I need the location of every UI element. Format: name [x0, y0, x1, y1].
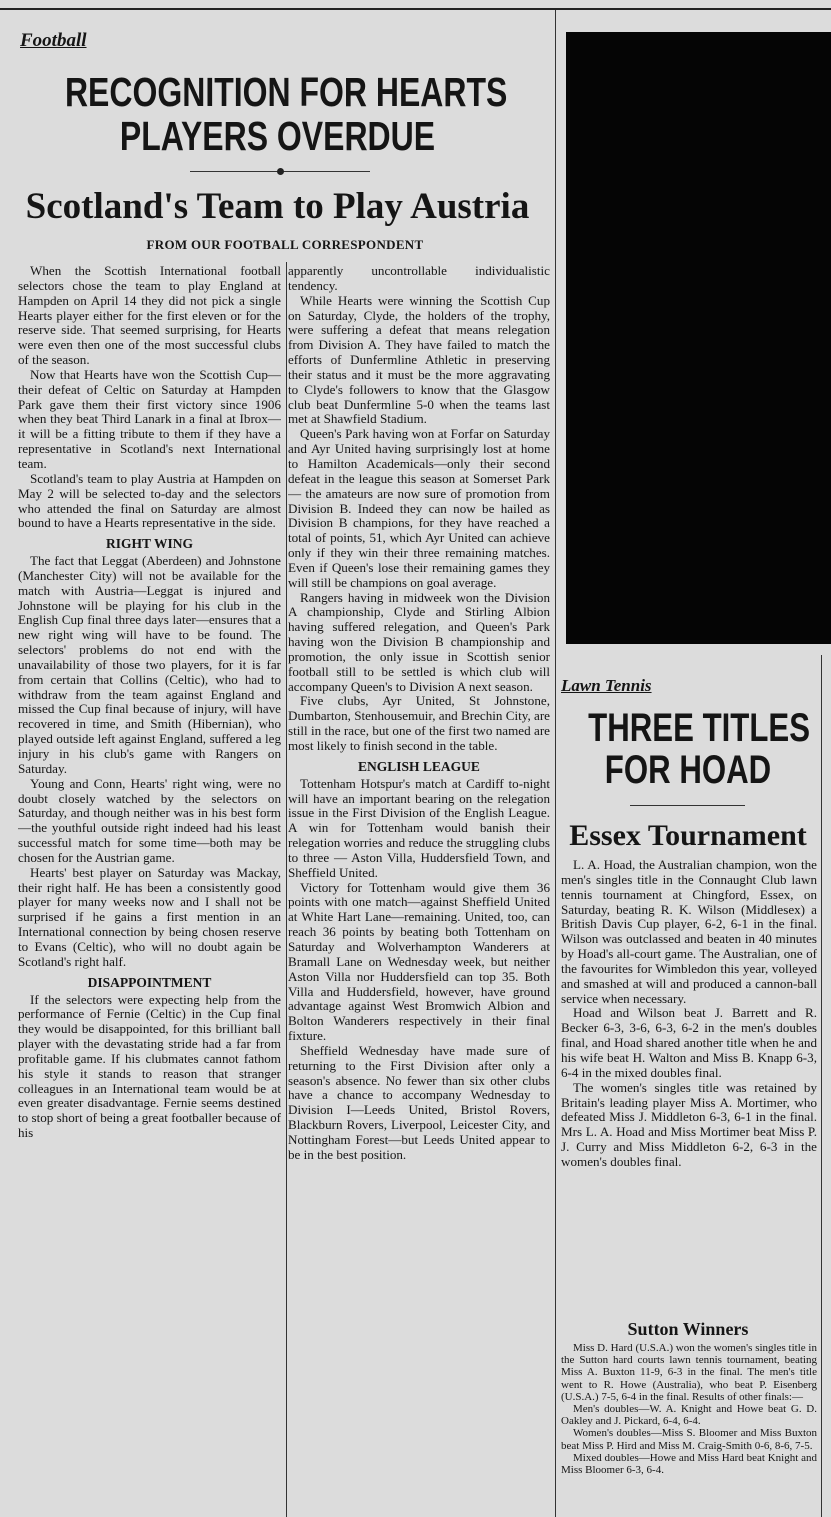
paragraph: The fact that Leggat (Aberdeen) and Johnstone (Manchester City) will not be available for the match with Austria—Leggat is injured and Johnstone will be playing for his club in the English Cup final three days later—ensures that a new right wing will have to be found. The selectors' problems do not end with the unavailability of those two players, for it is far from certain that Collins (Celtic), who had to withdraw from the team against England and missed the Cup final because of injury, will have recovered in time, and Smith (Hibernian), who played outside left against England, suffered a leg injury in his club's game with Rangers on Saturday. [18, 553, 281, 776]
tennis-column [561, 858, 817, 1308]
paragraph: Now that Hearts have won the Scottish Cup—their defeat of Celtic on Saturday at Hampden Park gave them their first victory since 1906 when they beat Third Lanark in a final at Ibrox—it will be a fitting tribute to them if they have a representative in Scotland's next International team. [18, 366, 281, 471]
football-column-1 [18, 264, 281, 1517]
paragraph: L. A. Hoad, the Australian champion, won the men's singles title in the Connaught Club lawn tennis tournament at Chingford, Essex, on Saturday, beating R. K. Wilson (Middlesex) a British Davis Cup player, 6-2, 6-1 in the final. Wilson was outclassed and beaten in 40 minutes by Hoad's all-court game. The Australian, one of the favourites for Wimbledon this year, volleyed and smashed at will and produced a cannon-ball service when necessary. [561, 858, 817, 1006]
tennis-subheadline: Essex Tournament [569, 819, 807, 852]
paragraph: Miss D. Hard (U.S.A.) won the women's singles title in the Sutton hard courts lawn tennis tournament, beating Miss A. Buxton 11-9, 6-3 in the final. The men's title went to R. Howe (Australia), who beat P. Eisenberg (U.S.A.) 7-5, 6-4 in the final. Results of other finals:— [561, 1342, 817, 1403]
paragraph: Hoad and Wilson beat J. Barrett and R. Becker 6-3, 3-6, 6-3, 6-2 in the men's doubles final, and Hoad shared another title when he and his wife beat H. Walton and Miss B. Knapp 6-3, 6-4 in the mixed doubles final. [561, 1005, 817, 1080]
paragraph: When the Scottish International football selectors chose the team to play England at Hampden on April 14 they did not pick a single Hearts player either for the first eleven or for the reserve side. That seemed surprising, for Hearts were even then one of the most successful clubs of the season. [18, 264, 281, 368]
paragraph: Rangers having in midweek won the Division A championship, Clyde and Stirling Albion having suffered relegation, and Queen's Park having won the Division B championship and promotion, the only issue in Scottish senior football still to be settled is which club will accompany Queen's to Division A next season. [288, 589, 550, 694]
separator-dot [277, 168, 284, 175]
paragraph: Queen's Park having won at Forfar on Saturday and Ayr United having surprisingly lost at home to Hamilton Academicals—only their second defeat in the league this season at Somerset Park — the amateurs are now sure of promotion from Division B. Indeed they can now be hailed as Division B champions, for they have reached a total of points, 51, which Ayr United can achieve only if they win their three remaining matches. Even if Queen's lose their remaining games they will still be champions on goal average. [288, 426, 550, 590]
paragraph: Scotland's team to play Austria at Hampden on May 2 will be selected to-day and the selectors who attended the final on Saturday are almost bound to have a Hearts representative in the side. [18, 470, 281, 531]
subsection-heading: RIGHT WING [106, 536, 193, 552]
tennis-headline-line-2: FOR HOAD [604, 748, 772, 792]
paragraph: Men's doubles—W. A. Knight and Howe beat G. D. Oakley and J. Pickard, 6-4, 6-4. [561, 1403, 817, 1428]
section-label-lawn-tennis: Lawn Tennis [561, 676, 652, 695]
tennis-headline-line-1: THREE TITLES [588, 706, 811, 750]
paragraph: While Hearts were winning the Scottish Cup on Saturday, Clyde, the holders of the trophy, were suffering a defeat that means relegation from Division A. They have failed to match the efforts of Dunfermline Athletic in preserving their status and it must be the more aggravating to Clyde's followers to know that the Glasgow club beat Dunfermline 5-0 when the teams last met at Shawfield Stadium. [288, 292, 550, 427]
paragraph: apparently uncontrollable individualistic tendency. [288, 264, 550, 293]
paragraph: Tottenham Hotspur's match at Cardiff to-night will have an important bearing on the relegation issue in the First Division of the English League. A win for Tottenham would banish their relegation worries and reduce the struggling clubs to three — Aston Villa, Huddersfield Town, and Sheffield United. [288, 775, 550, 880]
football-column-2 [288, 264, 550, 1517]
tennis-headline-separator [630, 805, 745, 806]
paragraph: The women's singles title was retained by Britain's leading player Miss A. Mortimer, who defeated Miss J. Middleton 6-3, 6-1 in the final. Mrs L. A. Hoad and Miss Mortimer beat Miss P. J. Curry and Miss Middleton 6-2, 6-3 in the women's doubles final. [561, 1079, 817, 1169]
sutton-column [561, 1342, 817, 1517]
paragraph: Five clubs, Ayr United, St Johnstone, Dumbarton, Stenhousemuir, and Brechin City, are still in the race, but one of the first two named are most likely to finish second in the table. [288, 693, 550, 753]
paragraph: Women's doubles—Miss S. Bloomer and Miss Buxton beat Miss P. Hird and Miss M. Craig-Smith 0-6, 8-6, 7-5. [561, 1427, 817, 1452]
subsection-heading: ENGLISH LEAGUE [358, 758, 480, 774]
paragraph: Sheffield Wednesday have made sure of returning to the First Division after only a season's absence. No fewer than six other clubs have a chance to accompany Wednesday to Division I—Leeds United, Bristol Rovers, Blackburn Rovers, Liverpool, Leicester City, and Nottingham Forest—but Leeds United appear to be in the best position. [288, 1042, 550, 1162]
sutton-heading: Sutton Winners [627, 1319, 749, 1339]
football-subheadline: Scotland's Team to Play Austria [25, 186, 530, 227]
photograph-block [566, 32, 831, 644]
headline-line-1: RECOGNITION FOR HEARTS [64, 69, 508, 115]
section-label-football: Football [20, 30, 87, 51]
byline: FROM OUR FOOTBALL CORRESPONDENT [146, 237, 424, 252]
headline-line-2: PLAYERS OVERDUE [119, 113, 436, 159]
right-edge-rule [821, 655, 822, 1517]
subsection-heading: DISAPPOINTMENT [87, 974, 212, 990]
top-rule [0, 8, 831, 10]
inner-column-rule [286, 262, 287, 1517]
paragraph: Young and Conn, Hearts' right wing, were no doubt closely watched by the selectors on Saturday, and though neither was in his best form—the youthful outside right indeed had his least successful match for some time—both may be chosen for the Austrian game. [18, 775, 281, 865]
paragraph: Hearts' best player on Saturday was Mackay, their right half. He has been a consistently good player for many weeks now and I shall not be surprised if he gains a first mention in an International connection by being chosen reserve to Evans (Celtic), who will no doubt again be Scotland's right half. [18, 864, 281, 969]
paragraph: Mixed doubles—Howe and Miss Hard beat Knight and Miss Bloomer 6-3, 6-4. [561, 1451, 817, 1477]
paragraph: If the selectors were expecting help from the performance of Fernie (Celtic) in the Cup final they would be disappointed, for this brilliant ball player with the devastating stride had a far from profitable game. If his clubmates cannot fathom his style it stands to reason that stranger colleagues in an International team would be at even greater disadvantage. Fernie seems destined to stop short of being a great footballer because of his [18, 991, 281, 1141]
column-rule [555, 10, 556, 1517]
paragraph: Victory for Tottenham would give them 36 points with one match—against Sheffield United at White Hart Lane—remaining. United, too, can reach 36 points by beating both Tottenham on Saturday and Wolverhampton Wanderers at Bramall Lane on Wednesday week, but neither Aston Villa nor Huddersfield can top 35. Both Villa and Huddersfield, however, have ground advantage against West Bromwich Albion and Bolton Wanderers respectively in their final fixture. [288, 879, 550, 1044]
